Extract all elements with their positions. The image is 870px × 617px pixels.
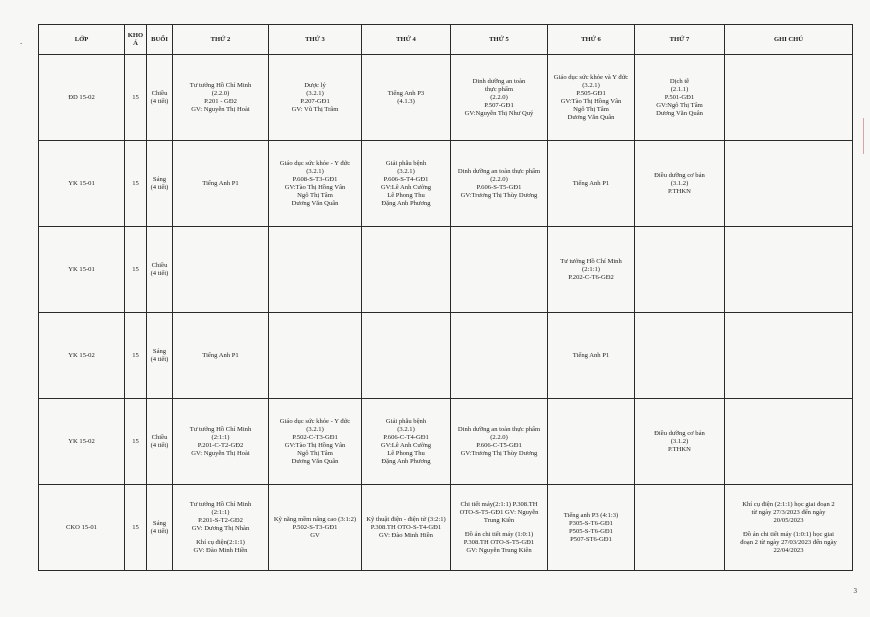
cell-line: (3.2.1) [306, 425, 324, 433]
cell-line: OTO-S-T5-GĐ1 GV: Nguyễn [459, 508, 539, 516]
note-cell [725, 313, 853, 399]
schedule-cell [451, 399, 548, 485]
cell-line: (4 tiết) [150, 183, 169, 191]
cell-line: (3.1.2) [670, 437, 689, 445]
cell-line: P.502-S-T3-GĐ1 [292, 523, 338, 531]
schedule-cell [173, 55, 269, 141]
column-header: THỨ 3 [269, 25, 362, 55]
cell-line: GV: Dương Thị Nhàn [191, 524, 250, 532]
cell-line: P507-ST6-GĐ1 [570, 535, 612, 543]
table-row [39, 399, 853, 485]
cell-line: P305-S-T6-GĐ1 [569, 519, 613, 527]
cell-line: từ ngày 27/3/2023 đến ngày [751, 508, 826, 516]
cell-line: Tiếng Anh P1 [202, 351, 239, 359]
course-cell: 15 [125, 141, 147, 227]
cell-line: Đặng Anh Phương [381, 199, 431, 207]
schedule-cell [173, 313, 269, 399]
class-cell: CKO 15-01 [39, 485, 125, 571]
note-cell [725, 227, 853, 313]
column-header: KHOÁ [125, 25, 147, 55]
cell-line: P.606-S-T4-GĐ1 [383, 175, 429, 183]
cell-line: Giải phẫu bệnh [385, 417, 427, 425]
cell-line: Tư tưởng Hồ Chí Minh [189, 81, 252, 89]
schedule-cell [173, 227, 269, 313]
column-header: LỚP [39, 25, 125, 55]
cell-line: Dinh dưỡng an toàn thực phẩm [457, 167, 541, 175]
cell-line: (2:1:1) [582, 265, 600, 273]
cell-line: Đồ án chi tiết máy (1:0:1) học giai [742, 530, 834, 538]
cell-line: Dương Văn Quân [656, 109, 703, 117]
cell-line: đoạn 2 từ ngày 27/03/2023 đến ngày [740, 538, 837, 546]
cell-line: GV:Trương Thị Thùy Dương [460, 191, 538, 199]
note-cell [725, 141, 853, 227]
schedule-cell [451, 141, 548, 227]
cell-line: Giáo dục sức khỏe - Y đức [279, 417, 351, 425]
cell-line: (4 tiết) [150, 355, 169, 363]
table-row [39, 55, 853, 141]
cell-line: GV:Tào Thị Hồng Vân [284, 183, 346, 191]
cell-line: P.201-S-T2-GĐ2 [198, 516, 243, 524]
schedule-cell [269, 485, 362, 571]
schedule-cell [451, 55, 548, 141]
cell-line: Tiếng Anh P3 [387, 89, 425, 97]
cell-line: P.THKN [668, 445, 691, 453]
schedule-cell [269, 55, 362, 141]
cell-line: P.505-GĐ1 [576, 89, 606, 97]
bullet-mark: . [20, 36, 23, 46]
cell-line: P.507-GĐ1 [484, 101, 514, 109]
session-cell [147, 399, 173, 485]
cell-line: Giáo dục sức khỏe - Y đức [279, 159, 351, 167]
column-header: THỨ 6 [548, 25, 635, 55]
schedule-cell [362, 399, 451, 485]
schedule-cell [451, 227, 548, 313]
column-header: THỨ 7 [635, 25, 725, 55]
cell-line: P.201-C-T2-GĐ2 [197, 441, 244, 449]
cell-line: (4 tiết) [150, 97, 169, 105]
session-cell [147, 485, 173, 571]
cell-line: Dinh dưỡng an toàn [472, 77, 526, 85]
class-cell: YK 15-02 [39, 313, 125, 399]
cell-line: Chiều [151, 89, 168, 97]
cell-line: Đồ án chi tiết máy (1:0:1) [464, 530, 534, 538]
cell-line: Lê Phong Thu [387, 191, 425, 199]
schedule-cell [269, 227, 362, 313]
cell-line: GV:Lê Anh Cường [380, 183, 432, 191]
cell-line: P.308.TH OTO-S-T5-GĐ1 [463, 538, 535, 546]
schedule-cell [173, 485, 269, 571]
cell-line: Tiếng Anh P1 [572, 179, 610, 187]
cell-line: Tư tưởng Hồ Chí Minh [189, 425, 252, 433]
cell-line: P.207-GĐ1 [300, 97, 330, 105]
cell-line: (2:1:1) [211, 433, 230, 441]
cell-line: GV:Lê Anh Cường [380, 441, 432, 449]
schedule-cell [635, 399, 725, 485]
course-cell: 15 [125, 399, 147, 485]
cell-line: (2.2.0) [211, 89, 230, 97]
cell-line: Dương Văn Quân [567, 113, 615, 121]
cell-line: Điều dưỡng cơ bản [654, 429, 705, 437]
schedule-cell [362, 313, 451, 399]
cell-line: (2:1:1) [211, 508, 230, 516]
table-row [39, 141, 853, 227]
cell-line: Giải phẫu bệnh [385, 159, 427, 167]
cell-line: (2.1.1) [670, 85, 689, 93]
class-cell: ĐD 15-02 [39, 55, 125, 141]
cell-line: (2.2.0) [490, 175, 508, 183]
cell-line: P.606-S-T5-GĐ1 [476, 183, 522, 191]
schedule-cell [362, 55, 451, 141]
cell-line: (3.2.1) [397, 425, 415, 433]
cell-line: Chiều [151, 433, 168, 441]
cell-line: GV:Tào Thị Hồng Vân [560, 97, 622, 105]
schedule-cell [269, 141, 362, 227]
table-row [39, 313, 853, 399]
cell-line: P.606-C-T5-GĐ1 [476, 441, 522, 449]
cell-line: Ngô Thị Tâm [297, 191, 333, 199]
cell-line: Trung Kiên [483, 516, 515, 524]
cell-line: P.502-C-T3-GĐ1 [292, 433, 338, 441]
cell-line: 22/04/2023 [773, 546, 804, 554]
cell-line: Sáng [152, 175, 167, 183]
cell-line: P.202-C-T6-GĐ2 [568, 273, 614, 281]
cell-line: (3.2.1) [306, 89, 324, 97]
cell-line: P.201 - GĐ2 [204, 97, 237, 105]
schedule-cell [548, 227, 635, 313]
cell-line: GV: Nguyễn Trung Kiên [466, 546, 532, 554]
cell-line: Ngô Thị Tâm [573, 105, 609, 113]
timetable-body [39, 55, 853, 571]
cell-line: Chiều [151, 261, 168, 269]
cell-line: Tư tưởng Hồ Chí Minh [560, 257, 622, 265]
column-header: BUỔI [147, 25, 173, 55]
cell-line: (3.1.2) [670, 179, 689, 187]
cell-line: Tiếng Anh P1 [572, 351, 610, 359]
cell-line: P505-S-T6-GĐ1 [569, 527, 613, 535]
cell-line: (4 tiết) [150, 527, 169, 535]
schedule-cell [635, 55, 725, 141]
column-header: GHI CHÚ [725, 25, 853, 55]
timetable [38, 24, 853, 571]
cell-line: (3.2.1) [582, 81, 600, 89]
cell-line: Khí cụ điện(2:1:1) [196, 538, 245, 546]
note-cell [725, 485, 853, 571]
schedule-cell [635, 313, 725, 399]
session-cell [147, 141, 173, 227]
schedule-cell [173, 399, 269, 485]
cell-line: (4.1.3) [397, 97, 415, 105]
class-cell: YK 15-01 [39, 141, 125, 227]
column-header: THỨ 2 [173, 25, 269, 55]
course-cell: 15 [125, 55, 147, 141]
cell-line: GV: Đào Minh Hiền [379, 531, 433, 539]
cell-line: (4 tiết) [150, 269, 169, 277]
class-cell: YK 15-01 [39, 227, 125, 313]
schedule-cell [269, 399, 362, 485]
cell-line: P.THKN [668, 187, 691, 195]
cell-line: 20/05/2023 [773, 516, 804, 524]
cell-line: (3.2.1) [306, 167, 324, 175]
session-cell [147, 55, 173, 141]
schedule-cell [173, 141, 269, 227]
table-row [39, 227, 853, 313]
cell-line: Sáng [152, 519, 167, 527]
schedule-cell [362, 485, 451, 571]
note-cell [725, 55, 853, 141]
cell-line: Dịch tễ [669, 77, 690, 85]
schedule-cell [269, 313, 362, 399]
column-header: THỨ 4 [362, 25, 451, 55]
cell-line: P.501-GĐ1 [664, 93, 695, 101]
cell-line: Đặng Anh Phương [381, 457, 431, 465]
header-row [39, 25, 853, 55]
cell-line: GV: Nguyễn Thị Hoài [191, 105, 250, 113]
cell-line: Dinh dưỡng an toàn thực phẩm [457, 425, 541, 433]
cell-line: Dương Văn Quân [291, 199, 339, 207]
note-cell [725, 399, 853, 485]
schedule-cell [635, 227, 725, 313]
cell-line: GV: Nguyễn Thị Hoài [191, 449, 250, 457]
cell-line: Dương Văn Quân [291, 457, 339, 465]
cell-line: thực phẩm [485, 85, 513, 93]
schedule-cell [362, 141, 451, 227]
cell-line: Kỹ thuật điện - điện tử (3:2:1) [366, 515, 446, 523]
cell-line: Tư tưởng Hồ Chí Minh [189, 500, 252, 508]
cell-line: P.606-C-T4-GĐ1 [383, 433, 429, 441]
cell-line: Dược lý [304, 81, 326, 89]
schedule-cell [548, 141, 635, 227]
schedule-cell [635, 485, 725, 571]
cell-line: GV [310, 531, 320, 539]
column-header: THỨ 5 [451, 25, 548, 55]
schedule-cell [451, 313, 548, 399]
schedule-cell [548, 313, 635, 399]
schedule-cell [451, 485, 548, 571]
course-cell: 15 [125, 313, 147, 399]
schedule-cell [548, 55, 635, 141]
schedule-cell [548, 399, 635, 485]
cell-line: Điều dưỡng cơ bản [654, 171, 705, 179]
cell-line: Tiếng anh P3 (4:1:3) [563, 511, 619, 519]
cell-line: GV:Nguyễn Thị Như Quý [464, 109, 534, 117]
schedule-cell [548, 485, 635, 571]
cell-line: Chi tiết máy(2:1:1) P.308.TH [460, 500, 538, 508]
session-cell [147, 227, 173, 313]
cell-line: GV:Tào Thị Hồng Vân [284, 441, 346, 449]
cell-line: Tiếng Anh P1 [202, 179, 239, 187]
cell-line: P.608-S-T3-GĐ1 [292, 175, 338, 183]
cell-line: GV: Đào Minh Hiền [193, 546, 248, 554]
cell-line: Giáo dục sức khỏe và Y đức [553, 73, 629, 81]
cell-line: (2.2.0) [490, 433, 508, 441]
table-row [39, 485, 853, 571]
page-edge-mark [863, 118, 870, 154]
cell-line: Lê Phong Thu [387, 449, 425, 457]
cell-line: Ngô Thị Tâm [297, 449, 333, 457]
cell-line: GV:Ngô Thị Tâm [656, 101, 703, 109]
cell-line: GV: Vũ Thị Trâm [291, 105, 339, 113]
class-cell: YK 15-02 [39, 399, 125, 485]
cell-line: (3.2.1) [397, 167, 415, 175]
session-cell [147, 313, 173, 399]
page-number: 3 [853, 587, 857, 595]
cell-line: (2.2.0) [490, 93, 508, 101]
schedule-cell [635, 141, 725, 227]
cell-line: Kỹ năng mềm nâng cao (3:1:2) [273, 515, 357, 523]
course-cell: 15 [125, 485, 147, 571]
cell-line: Khí cụ điện (2:1:1) học giai đoạn 2 [742, 500, 835, 508]
course-cell: 15 [125, 227, 147, 313]
cell-line: Sáng [152, 347, 167, 355]
cell-line: P.308.TH OTO-S-T4-GĐ1 [370, 523, 442, 531]
cell-line: GV:Trương Thị Thùy Dương [460, 449, 538, 457]
cell-line: (4 tiết) [150, 441, 169, 449]
schedule-cell [362, 227, 451, 313]
